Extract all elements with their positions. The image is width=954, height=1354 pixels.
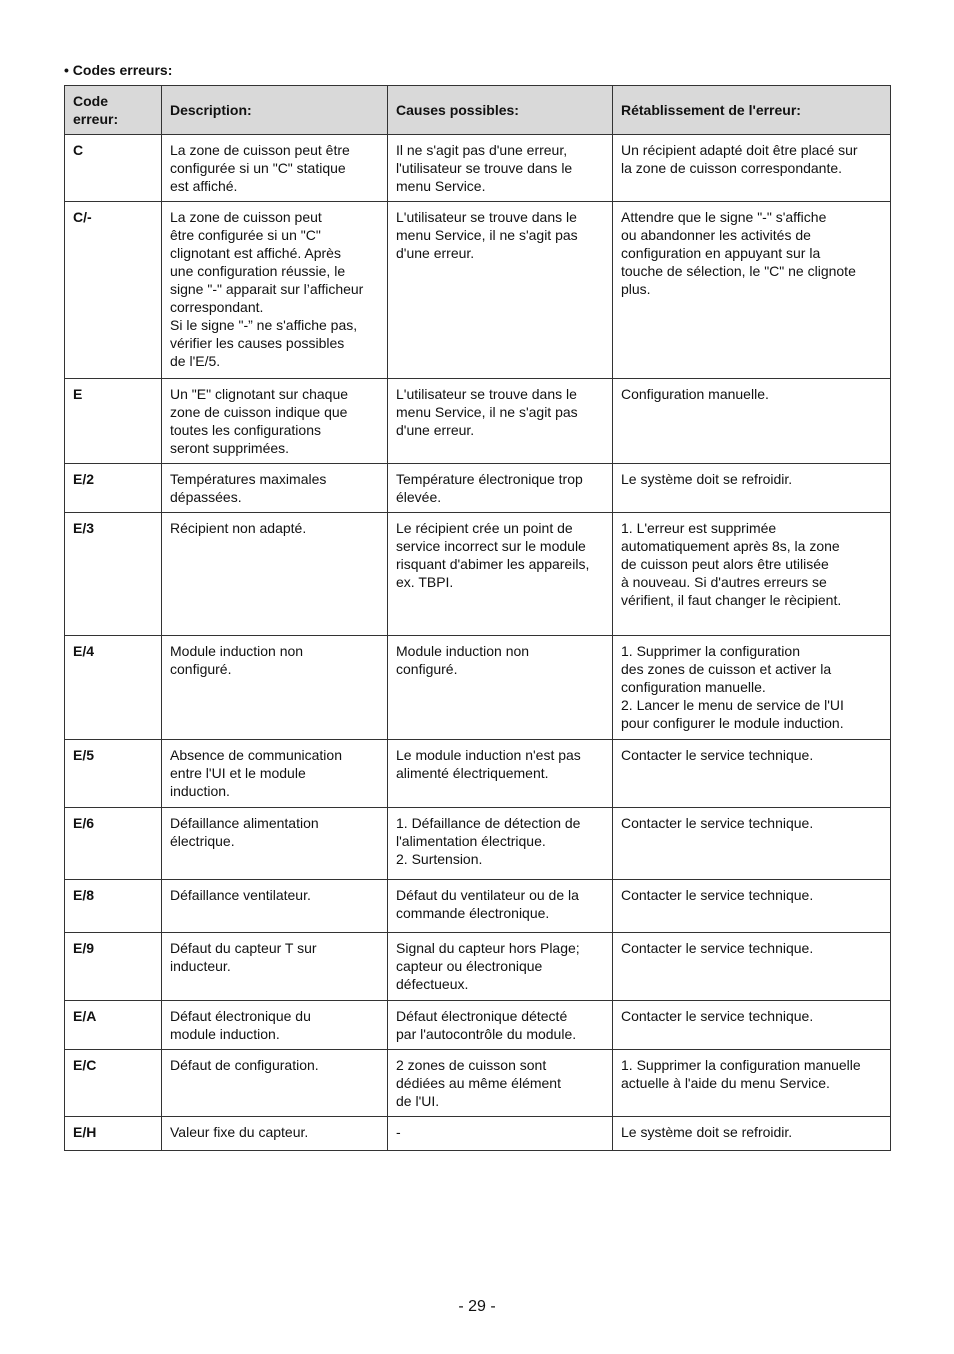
- cell-remedy: Le système doit se refroidir.: [613, 1117, 891, 1151]
- error-codes-table: [64, 85, 891, 1151]
- cell-causes: 1. Défaillance de détection de l'alimentation électrique. 2. Surtension.: [388, 808, 613, 880]
- cell-code: E/5: [65, 740, 162, 808]
- page-number: - 29 -: [458, 1298, 496, 1315]
- cell-causes: Module induction non configuré.: [388, 636, 613, 740]
- table-header-row: [65, 86, 891, 135]
- header-description: Description:: [162, 86, 388, 135]
- table-row: [65, 1117, 891, 1151]
- cell-description: Défaillance alimentation électrique.: [162, 808, 388, 880]
- cell-causes: Le récipient crée un point de service incorrect sur le module risquant d'abimer les appareils, ex. TBPI.: [388, 513, 613, 636]
- cell-description: Module induction non configuré.: [162, 636, 388, 740]
- table-row: [65, 513, 891, 636]
- cell-description: Défaut électronique du module induction.: [162, 1001, 388, 1050]
- cell-causes: Signal du capteur hors Plage; capteur ou électronique défectueux.: [388, 933, 613, 1001]
- table-row: [65, 1001, 891, 1050]
- cell-remedy: Contacter le service technique.: [613, 740, 891, 808]
- cell-description: La zone de cuisson peut être configurée si un "C" clignotant est affiché. Après une configuration réussie, le signe "-" apparait sur l’afficheur correspondant. Si le signe "-” ne s'affiche pas, vérifier les causes possibles de l'E/5.: [162, 202, 388, 379]
- cell-code: E/9: [65, 933, 162, 1001]
- table-row: [65, 202, 891, 379]
- table-row: [65, 740, 891, 808]
- cell-remedy: Contacter le service technique.: [613, 933, 891, 1001]
- cell-remedy: Contacter le service technique.: [613, 880, 891, 933]
- cell-code: E/2: [65, 464, 162, 513]
- table-row: [65, 135, 891, 202]
- cell-code: E/6: [65, 808, 162, 880]
- cell-remedy: 1. L'erreur est supprimée automatiquement après 8s, la zone de cuisson peut alors être utilisée à nouveau. Si d'autres erreurs se vérifient, il faut changer le rècipient.: [613, 513, 891, 636]
- cell-causes: Défaut électronique détecté par l'autocontrôle du module.: [388, 1001, 613, 1050]
- header-remedy: Rétablissement de l'erreur:: [613, 86, 891, 135]
- cell-description: La zone de cuisson peut être configurée si un "C" statique est affiché.: [162, 135, 388, 202]
- cell-description: Défaut du capteur T sur inducteur.: [162, 933, 388, 1001]
- cell-remedy: Contacter le service technique.: [613, 808, 891, 880]
- cell-remedy: 1. Supprimer la configuration manuelle actuelle à l'aide du menu Service.: [613, 1050, 891, 1117]
- cell-remedy: Le système doit se refroidir.: [613, 464, 891, 513]
- cell-code: C/-: [65, 202, 162, 379]
- cell-code: E/8: [65, 880, 162, 933]
- cell-code: C: [65, 135, 162, 202]
- cell-code: E/3: [65, 513, 162, 636]
- cell-causes: -: [388, 1117, 613, 1151]
- cell-remedy: Configuration manuelle.: [613, 379, 891, 464]
- cell-causes: Température électronique trop élevée.: [388, 464, 613, 513]
- cell-causes: Défaut du ventilateur ou de la commande électronique.: [388, 880, 613, 933]
- table-row: [65, 808, 891, 880]
- cell-remedy: Un récipient adapté doit être placé sur la zone de cuisson correspondante.: [613, 135, 891, 202]
- table-row: [65, 379, 891, 464]
- cell-causes: L'utilisateur se trouve dans le menu Service, il ne s'agit pas d'une erreur.: [388, 202, 613, 379]
- header-code: Code erreur:: [65, 86, 162, 135]
- table-row: [65, 1050, 891, 1117]
- section-title: • Codes erreurs:: [64, 62, 173, 78]
- cell-description: Absence de communication entre l'UI et le module induction.: [162, 740, 388, 808]
- cell-causes: L'utilisateur se trouve dans le menu Service, il ne s'agit pas d'une erreur.: [388, 379, 613, 464]
- cell-remedy: Attendre que le signe "-" s'affiche ou abandonner les activités de configuration en appuyant sur la touche de sélection, le "C" ne clignote plus.: [613, 202, 891, 379]
- header-causes: Causes possibles:: [388, 86, 613, 135]
- table-row: [65, 464, 891, 513]
- cell-causes: Il ne s'agit pas d'une erreur, l'utilisateur se trouve dans le menu Service.: [388, 135, 613, 202]
- cell-description: Valeur fixe du capteur.: [162, 1117, 388, 1151]
- cell-description: Températures maximales dépassées.: [162, 464, 388, 513]
- cell-code: E/A: [65, 1001, 162, 1050]
- cell-causes: 2 zones de cuisson sont dédiées au même élément de l'UI.: [388, 1050, 613, 1117]
- cell-description: Défaut de configuration.: [162, 1050, 388, 1117]
- cell-description: Défaillance ventilateur.: [162, 880, 388, 933]
- cell-causes: Le module induction n'est pas alimenté électriquement.: [388, 740, 613, 808]
- cell-code: E: [65, 379, 162, 464]
- cell-description: Un "E" clignotant sur chaque zone de cuisson indique que toutes les configurations seront supprimées.: [162, 379, 388, 464]
- cell-description: Récipient non adapté.: [162, 513, 388, 636]
- cell-remedy: 1. Supprimer la configuration des zones de cuisson et activer la configuration manuelle. 2. Lancer le menu de service de l'UI pour configurer le module induction.: [613, 636, 891, 740]
- cell-code: E/C: [65, 1050, 162, 1117]
- table-row: [65, 880, 891, 933]
- cell-code: E/4: [65, 636, 162, 740]
- cell-code: E/H: [65, 1117, 162, 1151]
- table-row: [65, 933, 891, 1001]
- cell-remedy: Contacter le service technique.: [613, 1001, 891, 1050]
- table-row: [65, 636, 891, 740]
